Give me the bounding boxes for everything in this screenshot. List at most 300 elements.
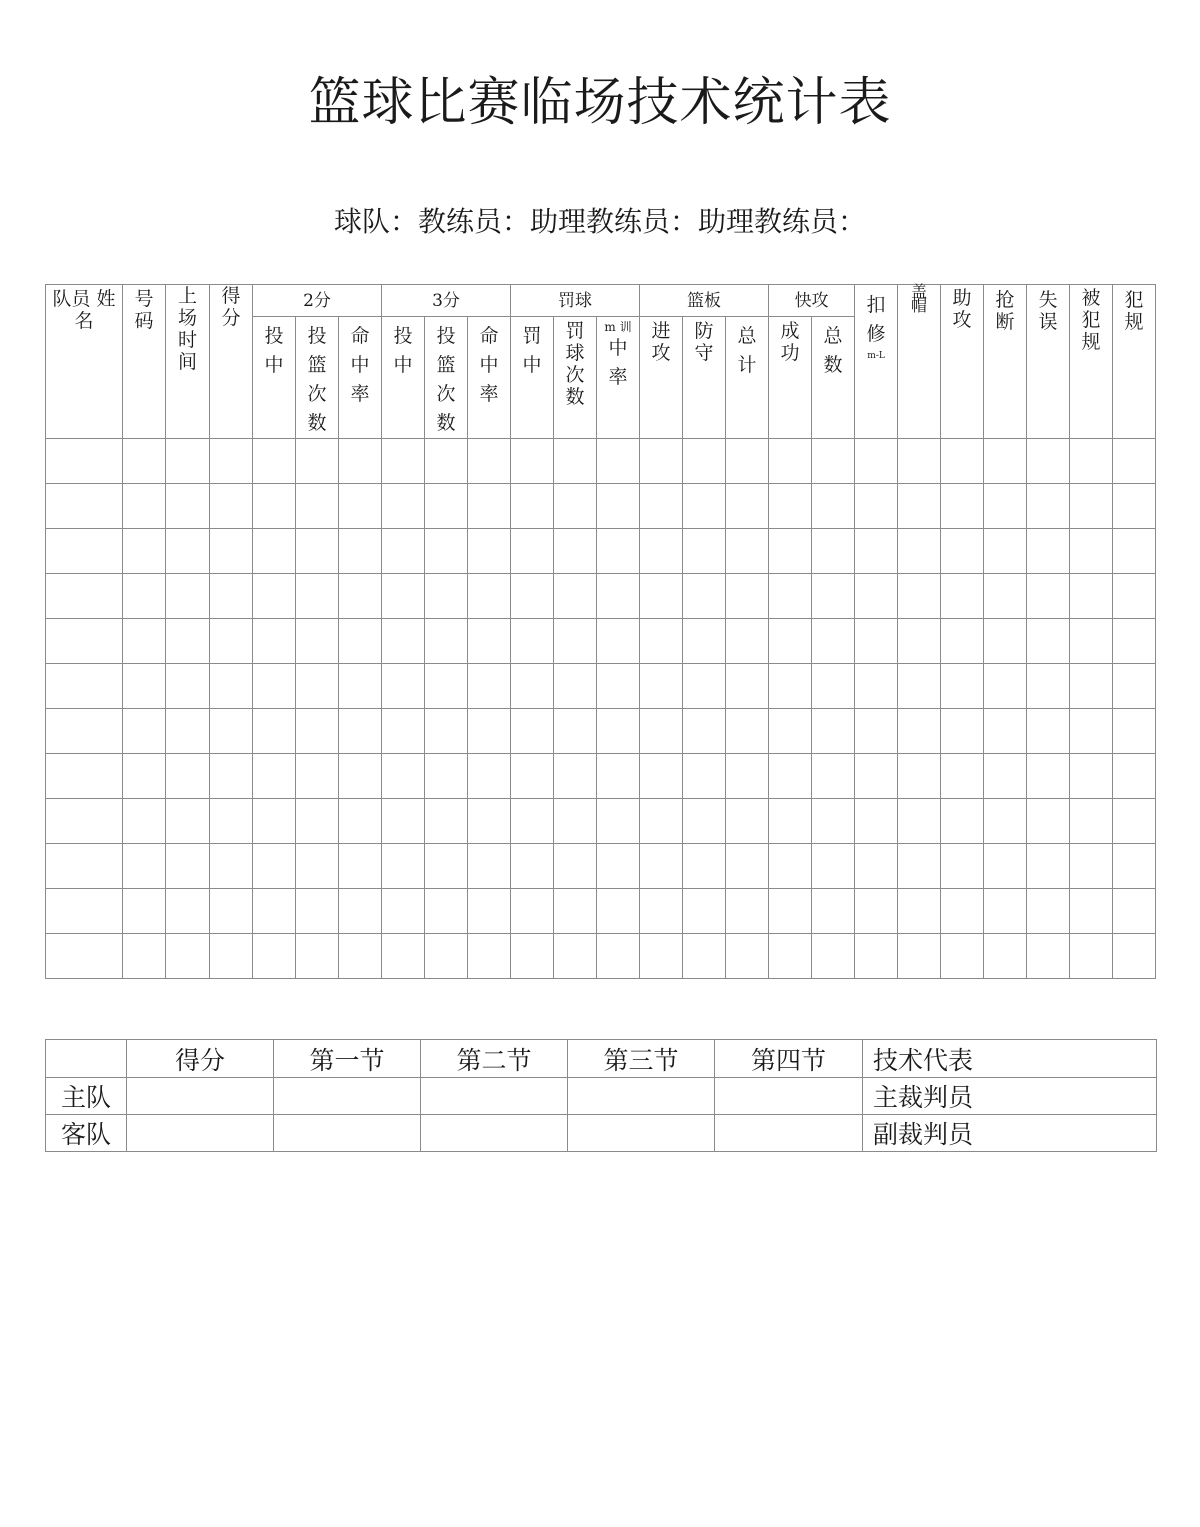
stat-cell[interactable] <box>726 439 769 484</box>
stat-cell[interactable] <box>46 934 123 979</box>
away-q3-cell[interactable] <box>568 1115 715 1152</box>
stat-cell[interactable] <box>941 439 984 484</box>
stat-cell[interactable] <box>1070 664 1113 709</box>
stat-cell[interactable] <box>296 934 339 979</box>
stat-cell[interactable] <box>1113 619 1156 664</box>
stat-cell[interactable] <box>812 709 855 754</box>
stat-cell[interactable] <box>123 934 166 979</box>
stat-cell[interactable] <box>683 484 726 529</box>
stat-cell[interactable] <box>597 529 640 574</box>
stat-cell[interactable] <box>554 844 597 889</box>
stat-cell[interactable] <box>123 709 166 754</box>
stat-cell[interactable] <box>425 439 468 484</box>
stat-cell[interactable] <box>812 934 855 979</box>
stat-cell[interactable] <box>640 754 683 799</box>
stat-cell[interactable] <box>1070 529 1113 574</box>
stat-cell[interactable] <box>554 754 597 799</box>
stat-cell[interactable] <box>984 439 1027 484</box>
stat-cell[interactable] <box>123 484 166 529</box>
stat-cell[interactable] <box>1070 844 1113 889</box>
stat-cell[interactable] <box>166 529 210 574</box>
stat-cell[interactable] <box>812 889 855 934</box>
stat-cell[interactable] <box>339 799 382 844</box>
stat-cell[interactable] <box>296 889 339 934</box>
stat-cell[interactable] <box>46 664 123 709</box>
stat-cell[interactable] <box>898 439 941 484</box>
stat-cell[interactable] <box>253 844 296 889</box>
stat-cell[interactable] <box>812 484 855 529</box>
stat-cell[interactable] <box>123 799 166 844</box>
stat-cell[interactable] <box>468 484 511 529</box>
stat-cell[interactable] <box>382 439 425 484</box>
stat-cell[interactable] <box>855 619 898 664</box>
home-q3-cell[interactable] <box>568 1078 715 1115</box>
stat-cell[interactable] <box>511 754 554 799</box>
stat-cell[interactable] <box>898 799 941 844</box>
stat-cell[interactable] <box>683 619 726 664</box>
stat-cell[interactable] <box>984 484 1027 529</box>
stat-cell[interactable] <box>683 889 726 934</box>
stat-cell[interactable] <box>640 934 683 979</box>
stat-cell[interactable] <box>339 529 382 574</box>
stat-cell[interactable] <box>425 709 468 754</box>
stat-cell[interactable] <box>166 439 210 484</box>
stat-cell[interactable] <box>855 889 898 934</box>
stat-cell[interactable] <box>46 709 123 754</box>
stat-cell[interactable] <box>296 664 339 709</box>
stat-cell[interactable] <box>123 574 166 619</box>
stat-cell[interactable] <box>1027 754 1070 799</box>
stat-cell[interactable] <box>468 439 511 484</box>
stat-cell[interactable] <box>1070 484 1113 529</box>
stat-cell[interactable] <box>683 754 726 799</box>
stat-cell[interactable] <box>726 844 769 889</box>
stat-cell[interactable] <box>683 934 726 979</box>
stat-cell[interactable] <box>941 799 984 844</box>
stat-cell[interactable] <box>468 934 511 979</box>
stat-cell[interactable] <box>812 619 855 664</box>
stat-cell[interactable] <box>253 709 296 754</box>
stat-cell[interactable] <box>1113 529 1156 574</box>
home-points-cell[interactable] <box>127 1078 274 1115</box>
stat-cell[interactable] <box>812 574 855 619</box>
stat-cell[interactable] <box>1027 934 1070 979</box>
stat-cell[interactable] <box>640 844 683 889</box>
stat-cell[interactable] <box>425 664 468 709</box>
stat-cell[interactable] <box>210 799 253 844</box>
stat-cell[interactable] <box>1027 439 1070 484</box>
stat-cell[interactable] <box>597 574 640 619</box>
stat-cell[interactable] <box>855 754 898 799</box>
stat-cell[interactable] <box>296 709 339 754</box>
stat-cell[interactable] <box>210 754 253 799</box>
stat-cell[interactable] <box>640 574 683 619</box>
stat-cell[interactable] <box>554 619 597 664</box>
stat-cell[interactable] <box>1070 934 1113 979</box>
stat-cell[interactable] <box>46 619 123 664</box>
stat-cell[interactable] <box>683 664 726 709</box>
stat-cell[interactable] <box>468 799 511 844</box>
stat-cell[interactable] <box>898 889 941 934</box>
stat-cell[interactable] <box>382 934 425 979</box>
stat-cell[interactable] <box>210 844 253 889</box>
home-q1-cell[interactable] <box>274 1078 421 1115</box>
stat-cell[interactable] <box>769 844 812 889</box>
stat-cell[interactable] <box>339 754 382 799</box>
stat-cell[interactable] <box>1113 664 1156 709</box>
stat-cell[interactable] <box>425 484 468 529</box>
stat-cell[interactable] <box>339 439 382 484</box>
stat-cell[interactable] <box>597 484 640 529</box>
stat-cell[interactable] <box>166 754 210 799</box>
stat-cell[interactable] <box>1027 484 1070 529</box>
stat-cell[interactable] <box>46 754 123 799</box>
stat-cell[interactable] <box>941 844 984 889</box>
stat-cell[interactable] <box>166 799 210 844</box>
stat-cell[interactable] <box>166 889 210 934</box>
stat-cell[interactable] <box>1027 529 1070 574</box>
stat-cell[interactable] <box>1070 619 1113 664</box>
stat-cell[interactable] <box>468 889 511 934</box>
stat-cell[interactable] <box>166 574 210 619</box>
stat-cell[interactable] <box>123 664 166 709</box>
stat-cell[interactable] <box>382 484 425 529</box>
stat-cell[interactable] <box>984 664 1027 709</box>
stat-cell[interactable] <box>1027 889 1070 934</box>
stat-cell[interactable] <box>210 619 253 664</box>
stat-cell[interactable] <box>898 484 941 529</box>
stat-cell[interactable] <box>597 799 640 844</box>
stat-cell[interactable] <box>855 799 898 844</box>
stat-cell[interactable] <box>339 484 382 529</box>
stat-cell[interactable] <box>1027 844 1070 889</box>
stat-cell[interactable] <box>898 619 941 664</box>
stat-cell[interactable] <box>296 844 339 889</box>
stat-cell[interactable] <box>812 799 855 844</box>
stat-cell[interactable] <box>511 844 554 889</box>
stat-cell[interactable] <box>941 529 984 574</box>
stat-cell[interactable] <box>726 664 769 709</box>
stat-cell[interactable] <box>468 754 511 799</box>
stat-cell[interactable] <box>46 529 123 574</box>
stat-cell[interactable] <box>769 934 812 979</box>
stat-cell[interactable] <box>855 439 898 484</box>
stat-cell[interactable] <box>1113 439 1156 484</box>
stat-cell[interactable] <box>683 799 726 844</box>
stat-cell[interactable] <box>898 934 941 979</box>
stat-cell[interactable] <box>769 889 812 934</box>
stat-cell[interactable] <box>769 799 812 844</box>
stat-cell[interactable] <box>769 754 812 799</box>
stat-cell[interactable] <box>382 754 425 799</box>
stat-cell[interactable] <box>382 844 425 889</box>
stat-cell[interactable] <box>1070 574 1113 619</box>
stat-cell[interactable] <box>511 439 554 484</box>
stat-cell[interactable] <box>296 619 339 664</box>
stat-cell[interactable] <box>855 709 898 754</box>
stat-cell[interactable] <box>812 664 855 709</box>
away-q4-cell[interactable] <box>715 1115 863 1152</box>
stat-cell[interactable] <box>382 799 425 844</box>
stat-cell[interactable] <box>640 709 683 754</box>
stat-cell[interactable] <box>253 934 296 979</box>
stat-cell[interactable] <box>210 529 253 574</box>
stat-cell[interactable] <box>941 889 984 934</box>
stat-cell[interactable] <box>984 529 1027 574</box>
stat-cell[interactable] <box>166 484 210 529</box>
stat-cell[interactable] <box>597 889 640 934</box>
stat-cell[interactable] <box>1070 799 1113 844</box>
stat-cell[interactable] <box>597 709 640 754</box>
stat-cell[interactable] <box>1113 799 1156 844</box>
stat-cell[interactable] <box>253 889 296 934</box>
stat-cell[interactable] <box>683 844 726 889</box>
stat-cell[interactable] <box>769 619 812 664</box>
stat-cell[interactable] <box>640 439 683 484</box>
stat-cell[interactable] <box>683 529 726 574</box>
stat-cell[interactable] <box>425 844 468 889</box>
stat-cell[interactable] <box>46 484 123 529</box>
stat-cell[interactable] <box>425 619 468 664</box>
stat-cell[interactable] <box>683 709 726 754</box>
stat-cell[interactable] <box>425 889 468 934</box>
stat-cell[interactable] <box>339 574 382 619</box>
stat-cell[interactable] <box>1113 844 1156 889</box>
stat-cell[interactable] <box>855 664 898 709</box>
stat-cell[interactable] <box>597 754 640 799</box>
stat-cell[interactable] <box>640 529 683 574</box>
stat-cell[interactable] <box>296 754 339 799</box>
stat-cell[interactable] <box>554 574 597 619</box>
stat-cell[interactable] <box>683 439 726 484</box>
stat-cell[interactable] <box>812 529 855 574</box>
stat-cell[interactable] <box>296 799 339 844</box>
stat-cell[interactable] <box>166 844 210 889</box>
stat-cell[interactable] <box>46 439 123 484</box>
stat-cell[interactable] <box>382 889 425 934</box>
stat-cell[interactable] <box>554 709 597 754</box>
stat-cell[interactable] <box>597 664 640 709</box>
stat-cell[interactable] <box>769 574 812 619</box>
stat-cell[interactable] <box>253 619 296 664</box>
stat-cell[interactable] <box>511 889 554 934</box>
stat-cell[interactable] <box>253 754 296 799</box>
stat-cell[interactable] <box>984 844 1027 889</box>
stat-cell[interactable] <box>769 484 812 529</box>
stat-cell[interactable] <box>726 619 769 664</box>
stat-cell[interactable] <box>166 709 210 754</box>
stat-cell[interactable] <box>253 484 296 529</box>
stat-cell[interactable] <box>898 754 941 799</box>
stat-cell[interactable] <box>941 664 984 709</box>
stat-cell[interactable] <box>46 844 123 889</box>
away-points-cell[interactable] <box>127 1115 274 1152</box>
stat-cell[interactable] <box>425 799 468 844</box>
stat-cell[interactable] <box>597 439 640 484</box>
stat-cell[interactable] <box>812 844 855 889</box>
stat-cell[interactable] <box>123 529 166 574</box>
away-q1-cell[interactable] <box>274 1115 421 1152</box>
stat-cell[interactable] <box>339 619 382 664</box>
stat-cell[interactable] <box>898 709 941 754</box>
stat-cell[interactable] <box>339 934 382 979</box>
stat-cell[interactable] <box>769 439 812 484</box>
stat-cell[interactable] <box>984 799 1027 844</box>
stat-cell[interactable] <box>210 574 253 619</box>
stat-cell[interactable] <box>210 889 253 934</box>
stat-cell[interactable] <box>210 664 253 709</box>
stat-cell[interactable] <box>1113 484 1156 529</box>
stat-cell[interactable] <box>468 664 511 709</box>
stat-cell[interactable] <box>984 754 1027 799</box>
stat-cell[interactable] <box>210 709 253 754</box>
stat-cell[interactable] <box>1027 574 1070 619</box>
stat-cell[interactable] <box>984 934 1027 979</box>
stat-cell[interactable] <box>468 709 511 754</box>
stat-cell[interactable] <box>1070 754 1113 799</box>
stat-cell[interactable] <box>941 574 984 619</box>
stat-cell[interactable] <box>210 934 253 979</box>
stat-cell[interactable] <box>554 529 597 574</box>
stat-cell[interactable] <box>726 574 769 619</box>
stat-cell[interactable] <box>984 889 1027 934</box>
stat-cell[interactable] <box>812 754 855 799</box>
stat-cell[interactable] <box>855 844 898 889</box>
stat-cell[interactable] <box>855 529 898 574</box>
stat-cell[interactable] <box>468 619 511 664</box>
home-q4-cell[interactable] <box>715 1078 863 1115</box>
stat-cell[interactable] <box>1070 439 1113 484</box>
stat-cell[interactable] <box>382 709 425 754</box>
stat-cell[interactable] <box>511 529 554 574</box>
stat-cell[interactable] <box>855 934 898 979</box>
stat-cell[interactable] <box>597 844 640 889</box>
stat-cell[interactable] <box>1113 754 1156 799</box>
stat-cell[interactable] <box>812 439 855 484</box>
stat-cell[interactable] <box>339 844 382 889</box>
stat-cell[interactable] <box>210 439 253 484</box>
stat-cell[interactable] <box>425 529 468 574</box>
stat-cell[interactable] <box>46 574 123 619</box>
stat-cell[interactable] <box>1027 619 1070 664</box>
stat-cell[interactable] <box>253 799 296 844</box>
stat-cell[interactable] <box>46 889 123 934</box>
stat-cell[interactable] <box>898 844 941 889</box>
stat-cell[interactable] <box>1113 934 1156 979</box>
stat-cell[interactable] <box>554 934 597 979</box>
stat-cell[interactable] <box>123 889 166 934</box>
stat-cell[interactable] <box>253 664 296 709</box>
stat-cell[interactable] <box>683 574 726 619</box>
stat-cell[interactable] <box>726 709 769 754</box>
stat-cell[interactable] <box>726 484 769 529</box>
stat-cell[interactable] <box>855 484 898 529</box>
stat-cell[interactable] <box>898 664 941 709</box>
stat-cell[interactable] <box>468 529 511 574</box>
stat-cell[interactable] <box>941 709 984 754</box>
stat-cell[interactable] <box>597 619 640 664</box>
stat-cell[interactable] <box>554 799 597 844</box>
stat-cell[interactable] <box>253 574 296 619</box>
stat-cell[interactable] <box>984 709 1027 754</box>
stat-cell[interactable] <box>941 484 984 529</box>
stat-cell[interactable] <box>941 754 984 799</box>
stat-cell[interactable] <box>640 664 683 709</box>
stat-cell[interactable] <box>726 934 769 979</box>
stat-cell[interactable] <box>898 529 941 574</box>
stat-cell[interactable] <box>1027 799 1070 844</box>
stat-cell[interactable] <box>597 934 640 979</box>
stat-cell[interactable] <box>166 664 210 709</box>
stat-cell[interactable] <box>123 754 166 799</box>
stat-cell[interactable] <box>123 619 166 664</box>
stat-cell[interactable] <box>1027 664 1070 709</box>
stat-cell[interactable] <box>511 664 554 709</box>
stat-cell[interactable] <box>166 619 210 664</box>
stat-cell[interactable] <box>382 574 425 619</box>
stat-cell[interactable] <box>640 799 683 844</box>
stat-cell[interactable] <box>511 484 554 529</box>
stat-cell[interactable] <box>425 574 468 619</box>
stat-cell[interactable] <box>511 934 554 979</box>
stat-cell[interactable] <box>382 619 425 664</box>
stat-cell[interactable] <box>984 619 1027 664</box>
stat-cell[interactable] <box>726 754 769 799</box>
stat-cell[interactable] <box>382 529 425 574</box>
stat-cell[interactable] <box>726 889 769 934</box>
stat-cell[interactable] <box>1113 709 1156 754</box>
stat-cell[interactable] <box>984 574 1027 619</box>
stat-cell[interactable] <box>941 619 984 664</box>
stat-cell[interactable] <box>339 709 382 754</box>
stat-cell[interactable] <box>123 439 166 484</box>
stat-cell[interactable] <box>425 754 468 799</box>
stat-cell[interactable] <box>296 439 339 484</box>
stat-cell[interactable] <box>511 709 554 754</box>
stat-cell[interactable] <box>425 934 468 979</box>
stat-cell[interactable] <box>339 889 382 934</box>
stat-cell[interactable] <box>726 529 769 574</box>
stat-cell[interactable] <box>296 574 339 619</box>
stat-cell[interactable] <box>46 799 123 844</box>
stat-cell[interactable] <box>166 934 210 979</box>
stat-cell[interactable] <box>769 709 812 754</box>
stat-cell[interactable] <box>554 889 597 934</box>
stat-cell[interactable] <box>554 484 597 529</box>
stat-cell[interactable] <box>640 619 683 664</box>
stat-cell[interactable] <box>511 799 554 844</box>
stat-cell[interactable] <box>640 484 683 529</box>
stat-cell[interactable] <box>855 574 898 619</box>
stat-cell[interactable] <box>769 664 812 709</box>
stat-cell[interactable] <box>1113 889 1156 934</box>
stat-cell[interactable] <box>554 664 597 709</box>
stat-cell[interactable] <box>296 484 339 529</box>
stat-cell[interactable] <box>941 934 984 979</box>
away-q2-cell[interactable] <box>421 1115 568 1152</box>
stat-cell[interactable] <box>1070 889 1113 934</box>
stat-cell[interactable] <box>726 799 769 844</box>
stat-cell[interactable] <box>511 574 554 619</box>
stat-cell[interactable] <box>640 889 683 934</box>
stat-cell[interactable] <box>898 574 941 619</box>
stat-cell[interactable] <box>468 574 511 619</box>
stat-cell[interactable] <box>468 844 511 889</box>
stat-cell[interactable] <box>253 439 296 484</box>
stat-cell[interactable] <box>253 529 296 574</box>
stat-cell[interactable] <box>296 529 339 574</box>
stat-cell[interactable] <box>1027 709 1070 754</box>
